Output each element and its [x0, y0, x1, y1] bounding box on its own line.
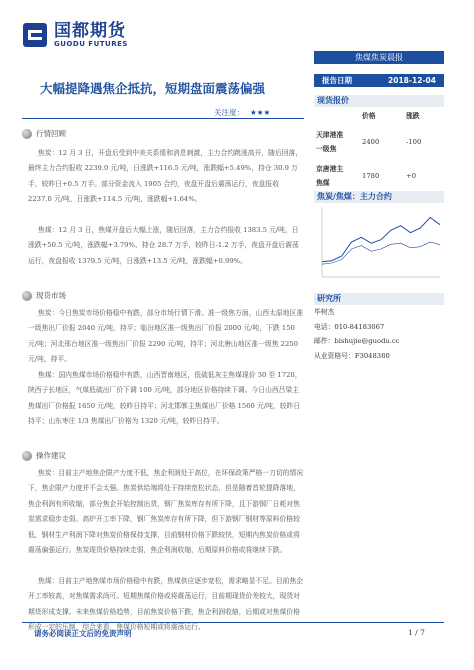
cert-value: F3048380: [354, 351, 390, 360]
email-value: bishujie@guodu.cc: [334, 337, 400, 345]
row-name: 京唐港主: [316, 165, 344, 173]
section-heading-spot: 现货市场: [22, 290, 66, 301]
table-row: [314, 128, 444, 156]
row-change: +0: [406, 172, 417, 180]
author-name: 毕树杰: [314, 308, 335, 316]
chart-heading: 焦炭/焦煤：主力合约: [314, 191, 444, 203]
paragraph-advice-coal: 焦煤：目前主产地焦煤市场价格稳中有跌，焦煤供应逐步宽松，需求略显不足。目前焦企开工率较高，对焦煤需求尚可。短期焦煤价格或将震荡运行，目前期现货价差较大，现货对期货形成支撑。未来焦煤价格趋势，目前焦炭价格下跌，焦企利润收缩，后期或对焦煤价格形成一定的压制，综合来看，焦煤价格短期或将震荡运行。: [28, 577, 304, 632]
author-info: [314, 305, 444, 363]
research-heading: 研究所: [314, 293, 444, 305]
logo-chinese: 国都期货: [54, 21, 126, 41]
guodu-logo-icon: [22, 22, 48, 48]
paragraph-review-coke: 焦炭：12 月 3 日，开盘后受到中美关系缓和消息刺激，主力合约跳涨高开，随后回落，最终主力合约报收 2239.0 元/吨，日涨跌+116.5 元/吨，涨跌幅+5.49%，持仓 30.9 万手，较昨日+0.5 万手。部分资金流入 1905 合约，夜盘开盘后震荡运行，夜盘报收 2237.0 元/吨，日涨跌+114.5 元/吨，涨跌幅+1.64%。: [28, 149, 303, 204]
section-bullet-icon: [22, 129, 32, 139]
price-column-header: 价格: [362, 112, 376, 120]
attention-label: 关注度：: [214, 108, 244, 117]
row-name: 一级焦: [316, 145, 337, 153]
paragraph-review-coal: 焦煤：12 月 3 日，焦煤开盘后大幅上涨，随后回落，主力合约报收 1383.5 元/吨，日涨跌+50.5 元/吨，涨跌幅+3.79%，持仓 28.7 万手，较昨日-1.2 万手，夜盘开盘后震荡运行，夜盘报收 1379.5 元/吨，日涨跌+13.5 元/吨，涨跌幅+0.99%。: [28, 226, 299, 265]
series-line-1: [322, 242, 440, 264]
report-title: 大幅提降遇焦企抵抗，短期盘面震荡偏强: [40, 81, 266, 96]
logo-english: GUODU FUTURES: [54, 40, 128, 48]
date-value: 2018-12-04: [388, 76, 436, 85]
row-name: 焦煤: [316, 179, 330, 187]
section-bullet-icon: [22, 451, 32, 461]
paragraph-spot-coal: 焦煤：国内焦煤市场价格稳中有跌，山西晋南地区，低硫低灰主焦煤现价 30 至 1720，陕西子长地区，气煤低硫出厂价下调 100 元/吨，部分地区价格持续下调。今日山西吕梁主焦煤出厂价格报 1650 元/吨，较昨日持平；河北邯郸主焦煤出厂价格 1560 元/吨，较昨日持平；山东枣庄 1/3 焦煤出厂价格为 1320 元/吨，较昨日持平。: [28, 371, 302, 426]
paragraph-advice-coke: 焦炭：目前主产地焦企限产力度不低，焦企利润处于高位，在环保政策严格一刀切的情况下，焦企限产力度并不会太强。焦炭供给端将处于持续宽松状态，但是随着首轮提降落地，焦企利润有所收缩，部分焦企开始控制出货，钢厂焦炭库存有所下降，且下游钢厂日耗对焦炭需求稳步走弱。高炉开工率下降，钢厂焦炭库存有所下降，但下游钢厂钢材等原料价格较低，钢材生产利润下降对焦炭价格保持支撑，目前钢材价格下跌较快，短期内焦炭价格或将震荡偏强运行。焦炭现货价格持续走弱，焦企利润收缩，后期原料价格或将继续下跌。: [28, 469, 304, 555]
section-bullet-icon: [22, 291, 32, 301]
attention-rating: [214, 107, 270, 118]
company-logo: [22, 22, 128, 48]
row-price: 1780: [362, 172, 380, 180]
table-row: [314, 162, 444, 190]
section-heading-review: 行情回顾: [22, 128, 66, 139]
row-name: 天津港准: [316, 131, 344, 139]
email-label: 邮件：: [314, 337, 335, 345]
paragraph-spot-coke: 焦炭：今日焦炭市场价格稳中有跌，部分市场行情下滑。准一级焦方面，山西太原地区准一级焦出厂价报 2040 元/吨，持平；临汾地区准一级焦出厂价报 2000 元/吨，下跌 150 元/吨；河北邢台地区准一级焦出厂价报 2290 元/吨，持平；河北唐山地区准一级焦 2250 元/吨，持平。: [28, 309, 304, 364]
report-date-bar: [314, 74, 444, 87]
attention-stars: ★★★: [250, 108, 271, 117]
phone-value: 010-84183067: [334, 322, 385, 331]
futures-price-chart: [314, 203, 444, 287]
row-change: -100: [406, 138, 422, 146]
disclaimer-notice: 请务必阅读正文后的免责声明: [34, 629, 132, 638]
page-number: 1 / 7: [408, 628, 425, 637]
report-type-bar: 焦煤焦炭晨报: [314, 51, 444, 64]
phone-label: 电话：: [314, 322, 335, 331]
change-column-header: 涨跌: [406, 112, 420, 120]
row-price: 2400: [362, 138, 380, 146]
cert-label: 从业资格号：: [314, 351, 355, 360]
header-divider: [22, 118, 304, 119]
footer-divider: [22, 622, 444, 623]
price-table-header: [314, 111, 444, 122]
date-label: 报告日期: [322, 76, 352, 85]
series-line-0: [322, 218, 440, 262]
spot-price-table: [314, 111, 444, 190]
section-heading-advice: 操作建议: [22, 450, 66, 461]
spot-price-heading: 现货报价: [314, 95, 444, 107]
